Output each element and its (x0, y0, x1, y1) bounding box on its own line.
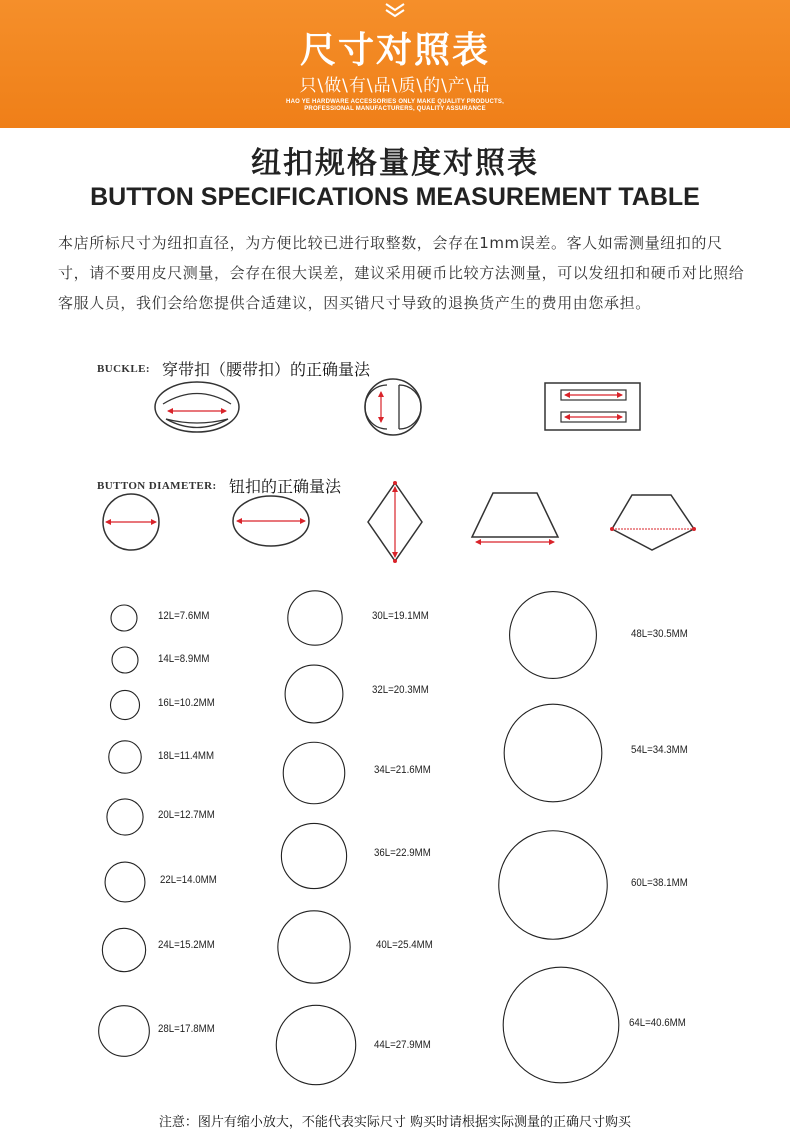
size-circle-30l (288, 591, 342, 645)
size-circle-48l (510, 592, 597, 679)
page-title-en: BUTTON SPECIFICATIONS MEASUREMENT TABLE (90, 183, 700, 211)
size-circle-12l (111, 605, 137, 631)
buckle-label-en: BUCKLE: (97, 363, 150, 375)
oval-button-diagram (233, 496, 309, 546)
size-label-12l: 12L=7.6MM (158, 610, 210, 622)
size-circle-18l (109, 741, 141, 773)
banner-title: 尺寸对照表 (299, 30, 490, 71)
size-label-44l: 44L=27.9MM (374, 1039, 431, 1051)
size-label-36l: 36L=22.9MM (374, 847, 431, 859)
size-circle-16l (110, 690, 139, 719)
size-circle-54l (504, 704, 602, 802)
size-label-54l: 54L=34.3MM (631, 744, 688, 756)
size-circle-20l (107, 799, 143, 835)
size-circle-32l (285, 665, 343, 723)
size-label-32l: 32L=20.3MM (372, 684, 429, 696)
size-label-14l: 14L=8.9MM (158, 653, 210, 665)
oval-buckle-diagram (155, 382, 239, 432)
size-circle-36l (281, 823, 346, 888)
hexagon-button-diagram (610, 495, 696, 550)
size-circle-22l (105, 862, 145, 902)
size-circle-28l (99, 1006, 150, 1057)
size-circle-44l (276, 1005, 355, 1084)
intro-paragraph: 本店所标尺寸为纽扣直径，为方便比较已进行取整数，会存在1mm误差。客人如需测量纽扣的尺寸，请不要用皮尺测量，会存在很大误差，建议采用硬币比较方法测量，可以发纽扣和硬币对比照给客服人员，我们会给您提供合适建议，因买错尺寸导致的退换货产生的费用由您承担。 (58, 234, 745, 312)
rectangle-buckle-diagram (545, 383, 640, 430)
size-label-16l: 16L=10.2MM (158, 697, 215, 709)
page-title-cn: 纽扣规格量度对照表 (251, 146, 539, 181)
buckle-label-cn: 穿带扣（腰带扣）的正确量法 (162, 360, 371, 379)
size-circle-14l (112, 647, 138, 673)
round-buckle-diagram (365, 379, 421, 435)
size-circle-24l (102, 928, 145, 971)
size-label-34l: 34L=21.6MM (374, 764, 431, 776)
size-circle-60l (499, 831, 607, 939)
size-label-18l: 18L=11.4MM (158, 750, 215, 762)
size-label-40l: 40L=25.4MM (376, 939, 433, 951)
size-label-28l: 28L=17.8MM (158, 1023, 215, 1035)
banner-english-line-2: PROFESSIONAL MANUFACTURERS, QUALITY ASSURANCE (304, 106, 486, 112)
size-circle-34l (283, 742, 345, 804)
round-button-diagram (103, 494, 159, 550)
banner-english-line-1: HAO YE HARDWARE ACCESSORIES ONLY MAKE QUALITY PRODUCTS, (286, 99, 504, 105)
button-diameter-label-en: BUTTON DIAMETER: (97, 480, 217, 492)
trapezoid-button-diagram (472, 493, 558, 542)
size-label-60l: 60L=38.1MM (631, 877, 688, 889)
size-label-20l: 20L=12.7MM (158, 809, 215, 821)
size-label-64l: 64L=40.6MM (629, 1017, 686, 1029)
banner-slogan: 只\做\有\品\质\的\产\品 (299, 76, 491, 96)
button-diameter-label-cn: 钮扣的正确量法 (229, 477, 342, 496)
size-circle-40l (278, 911, 350, 983)
size-label-24l: 24L=15.2MM (158, 939, 215, 951)
footer-note: 注意：图片有缩小放大，不能代表实际尺寸 购买时请根据实际测量的正确尺寸购买 (158, 1115, 632, 1130)
size-label-22l: 22L=14.0MM (160, 874, 217, 886)
size-label-48l: 48L=30.5MM (631, 628, 688, 640)
diamond-button-diagram (368, 481, 422, 563)
size-circle-64l (503, 967, 619, 1083)
size-label-30l: 30L=19.1MM (372, 610, 429, 622)
